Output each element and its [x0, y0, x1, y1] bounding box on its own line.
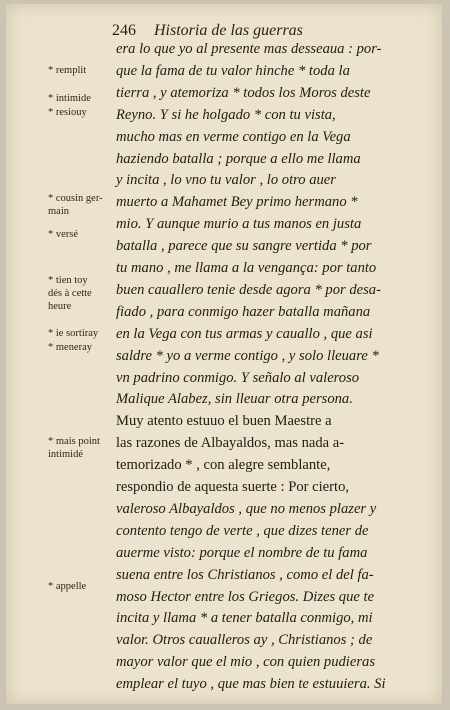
text-line: vn padrino conmigo. Y señalo al valeroso — [116, 369, 360, 386]
text-line: batalla , parece que su sangre vertida * por — [116, 238, 372, 255]
margin-note-line: * meneray — [48, 342, 93, 353]
text-line: moso Hector entre los Griegos. Dizes que te — [116, 588, 375, 605]
text-line: era lo que yo al presente mas desseaua : por- — [116, 41, 382, 57]
margin-note-line: main — [48, 206, 69, 217]
margin-note-line: * cousin ger- — [48, 193, 103, 204]
margin-note — [48, 64, 120, 77]
text-line: valeroso Albayaldos , que no menos plazer y — [116, 500, 377, 517]
margin-note — [48, 228, 120, 241]
margin-note-line: dés à cette — [48, 288, 92, 299]
text-line: muerto a Mahamet Bey primo hermano * — [116, 194, 358, 211]
margin-note-line: * ie sortiray — [48, 328, 99, 339]
margin-note — [48, 274, 120, 313]
margin-note-line: intimidé — [48, 449, 83, 460]
margin-note-line: heure — [48, 301, 72, 312]
text-line: temorizado * , con alegre semblante, — [116, 457, 331, 474]
margin-note — [48, 327, 120, 340]
running-title: Historia de las guerras — [154, 22, 303, 39]
text-line: en la Vega con tus armas y cauallo , que asi — [116, 325, 373, 342]
margin-note-line: * appelle — [48, 581, 87, 592]
text-line: respondio de aquesta suerte : Por cierto, — [116, 479, 350, 495]
margin-note — [48, 106, 120, 119]
text-line: tierra , y atemoriza * todos los Moros deste — [116, 84, 371, 101]
margin-note-line: * mais point — [48, 436, 100, 447]
text-line: Malique Alabez, sin lleuar otra persona. — [116, 391, 353, 408]
text-line: emplear el tuyo , que mas bien te estuuiera. Si — [116, 676, 386, 693]
page-number: 246 — [112, 22, 136, 39]
margin-note — [48, 192, 120, 218]
text-line: Muy atento estuuo el buen Maestre a — [116, 413, 332, 430]
text-line: tu mano , me llama a la vengança: por tanto — [116, 260, 377, 276]
text-line: y incita , lo vno tu valor , lo otro auer — [116, 172, 336, 189]
margin-note — [48, 580, 120, 593]
margin-note-line: * intimide — [48, 93, 91, 104]
text-line: contento tengo de verte , que dizes tener de — [116, 522, 369, 539]
book-page — [6, 4, 442, 704]
text-line: fiado , para conmigo hazer batalla mañana — [116, 303, 371, 320]
text-line: auerme visto: porque el nombre de tu fama — [116, 544, 368, 561]
text-line: mayor valor que el mio , con quien pudieras — [116, 654, 375, 671]
text-line: buen cauallero tenie desde agora * por desa- — [116, 281, 381, 298]
margin-note — [48, 435, 120, 461]
margin-note-line: * versé — [48, 229, 79, 240]
margin-note — [48, 92, 120, 105]
text-line: valor. Otros caualleros ay , Christianos ; de — [116, 632, 373, 649]
text-line: que la fama de tu valor hinche * toda la — [116, 62, 350, 79]
text-line: las razones de Albayaldos, mas nada a- — [116, 435, 345, 452]
text-line: mucho mas en verme contigo en la Vega — [116, 128, 351, 145]
text-line: saldre * yo a verme contigo , y solo lleuare * — [116, 347, 379, 364]
text-line: incita y llama * a tener batalla conmigo, mi — [116, 610, 373, 627]
text-line: Reyno. Y si he holgado * con tu vista, — [116, 106, 336, 123]
text-line: haziendo batalla ; porque a ello me llama — [116, 150, 361, 167]
margin-note-line: * remplit — [48, 65, 87, 76]
margin-note-line: * resiouy — [48, 107, 87, 118]
text-line: mio. Y aunque murio a tus manos en justa — [116, 216, 362, 233]
margin-note-line: * tien toy — [48, 275, 88, 286]
margin-note — [48, 341, 120, 354]
text-line: suena entre los Christianos , como el del fa- — [116, 566, 374, 583]
